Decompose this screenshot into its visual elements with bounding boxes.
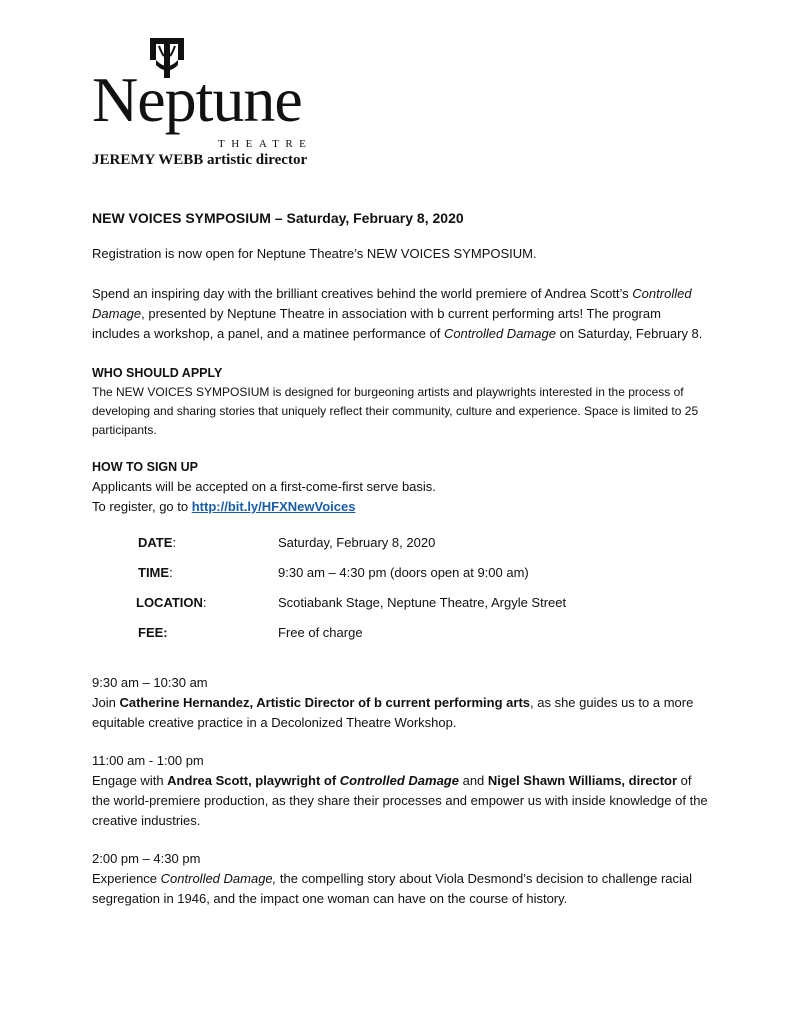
registration-link[interactable]: http://bit.ly/HFXNewVoices [191,499,356,514]
schedule-item [92,849,712,909]
registration-paragraph: Registration is now open for Neptune Theatre’s NEW VOICES SYMPOSIUM. [92,246,537,261]
how-heading: HOW TO SIGN UP [92,460,199,474]
how-to-sign-up-section [92,458,712,517]
who-body: The NEW VOICES SYMPOSIUM is designed for burgeoning artists and playwrights interested in the process of developing and sharing stories that uniquely reflect their community, culture and experience. Space is limited to 25 participants. [92,385,699,437]
detail-row-fee [92,625,712,655]
schedule-time: 11:00 am - 1:00 pm [92,753,204,768]
detail-value: 9:30 am – 4:30 pm (doors open at 9:00 am) [278,565,529,580]
schedule-description: Join Catherine Hernandez, Artistic Director of b current performing arts, as she guides us to a more equitable creative practice in a Decolonized Theatre Workshop. [92,695,694,730]
detail-value: Saturday, February 8, 2020 [278,535,436,550]
intro-italic-2: Controlled Damage [443,326,556,341]
who-heading: WHO SHOULD APPLY [92,366,223,380]
page-title: NEW VOICES SYMPOSIUM – Saturday, February 8, 2020 [92,210,464,226]
detail-value: Free of charge [278,625,363,640]
schedule-time: 9:30 am – 10:30 am [92,675,208,690]
schedule-item [92,673,712,733]
how-line-1: Applicants will be accepted on a first-come-first serve basis. [92,479,436,494]
intro-text-2: , presented by Neptune Theatre in association with b current performing arts! The program includes a workshop, a panel, and a matinee performance of [92,306,661,341]
logo-wordmark: Neptune [92,64,302,135]
detail-row-time [92,565,712,595]
detail-label: LOCATION: [136,595,207,610]
event-details [92,535,712,655]
schedule-description: Engage with Andrea Scott, playwright of Controlled Damage and Nigel Shawn Williams, director of the world-premiere production, as they share their processes and empower us with inside knowledge of the creative industries. [92,773,708,828]
artistic-director-line: JEREMY WEBB artistic director [92,152,308,168]
detail-label: TIME: [138,565,173,580]
who-should-apply-section [92,364,712,440]
neptune-theatre-logo [92,38,332,168]
detail-value: Scotiabank Stage, Neptune Theatre, Argyle Street [278,595,567,610]
intro-text-1: Spend an inspiring day with the brilliant creatives behind the world premiere of Andrea Scott’s [92,286,633,301]
detail-label: FEE: [138,625,168,640]
register-text: To register, go to [92,499,192,514]
schedule-time: 2:00 pm – 4:30 pm [92,851,201,866]
how-line-2 [92,497,712,517]
schedule-item [92,751,712,831]
detail-row-location [92,595,712,625]
intro-paragraph [92,284,712,344]
document-body [92,210,712,927]
schedule-description: Experience Controlled Damage, the compelling story about Viola Desmond’s decision to challenge racial segregation in 1946, and the impact one woman can have on the course of history. [92,871,693,906]
detail-row-date [92,535,712,565]
intro-text-3: on Saturday, February 8. [555,326,703,341]
intro-italic-1: Controlled Damage [92,286,692,321]
detail-label: DATE: [138,535,177,550]
logo-subtitle: THEATRE [218,138,313,150]
